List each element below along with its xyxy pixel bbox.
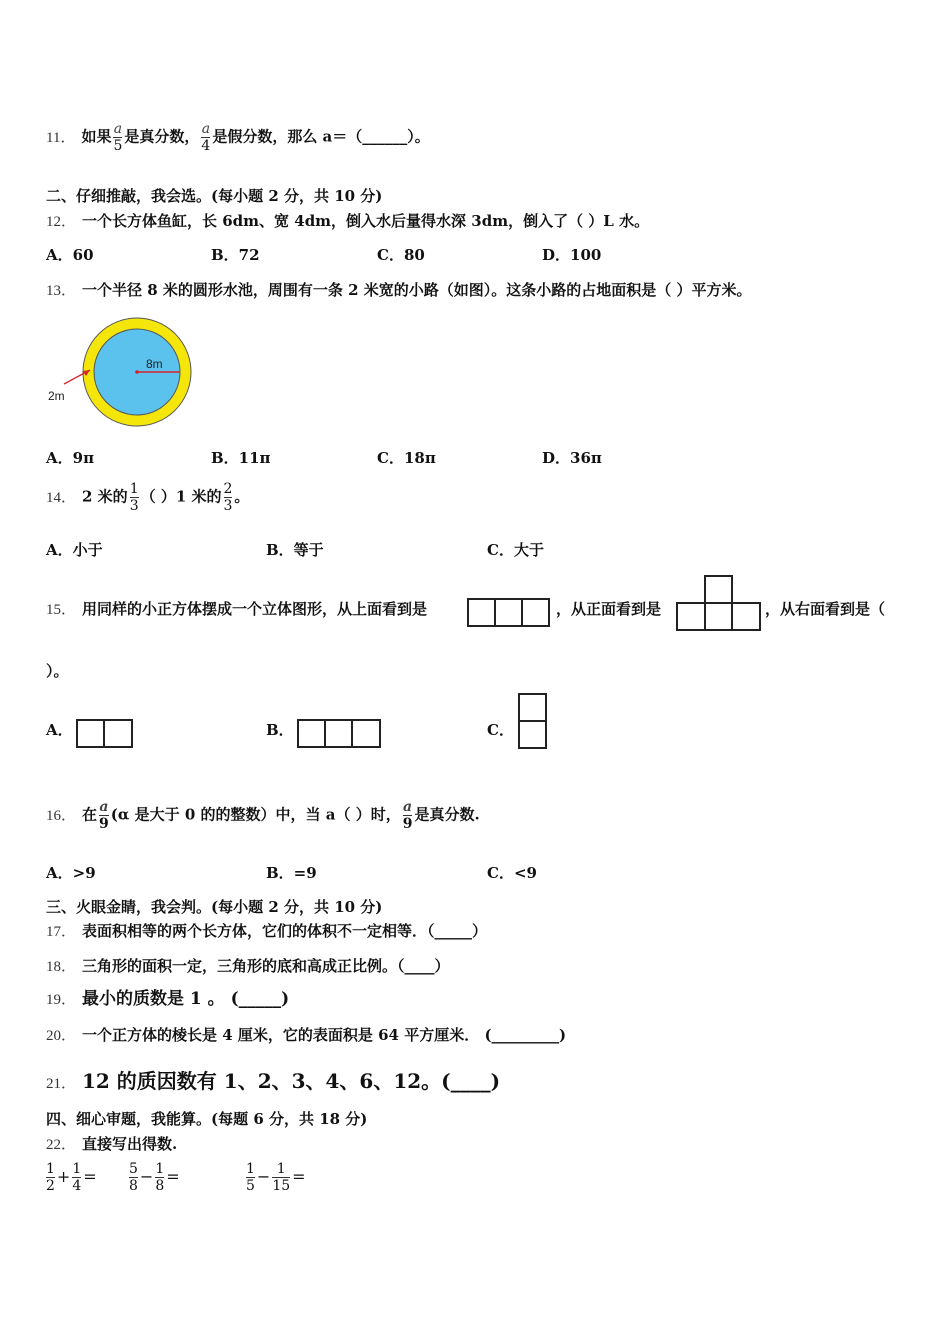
q14-text-1: 2 米的: [82, 487, 128, 506]
top-view-square-3: [521, 598, 550, 627]
q20-text: 一个正方体的棱长是 4 厘米，它的表面积是 64 平方厘米． (_________): [82, 1026, 567, 1044]
option-b-square-2: [324, 719, 353, 748]
q19-text: 最小的质数是 1 。 (_____): [82, 989, 290, 1009]
q22-number: 22．: [46, 1137, 77, 1153]
q16: [46, 800, 480, 831]
q14-option-b: B．等于: [266, 541, 324, 559]
q12-option-c: C．80: [377, 246, 425, 264]
q18-number: 18．: [46, 959, 77, 975]
q16-text-1: 在: [82, 805, 98, 824]
calc-3: [244, 1162, 306, 1193]
center-dot: [135, 370, 139, 374]
q21-text: 12 的质因数有 1、2、3、4、6、12。(____): [82, 1069, 501, 1093]
q15-option-c: C．: [487, 721, 514, 739]
q15-option-b: B．: [266, 721, 294, 739]
q17: [46, 921, 487, 942]
q11: [46, 122, 430, 153]
calc-1-equals: =: [83, 1167, 97, 1186]
q11-number: 11．: [46, 129, 76, 146]
calc-2-equals: =: [166, 1167, 180, 1186]
calc-2: [127, 1162, 180, 1193]
calc-2-fraction-a: $\frac{5}{8}$: [129, 1161, 138, 1194]
front-view-square-3: [731, 602, 761, 631]
q19-number: 19．: [46, 992, 77, 1008]
q13-option-b: B．11π: [211, 449, 271, 467]
q20-number: 20．: [46, 1028, 77, 1044]
q11-text-1: 如果: [81, 127, 112, 146]
calc-2-fraction-b: $\frac{1}{8}$: [155, 1161, 165, 1194]
q14-text-2: （ ）1 米的: [140, 487, 222, 506]
option-a-square-2: [103, 719, 133, 748]
q12-option-d: D．100: [542, 246, 602, 264]
section-2-title: 二、仔细推敲，我会选。(每小题 2 分，共 10 分): [46, 187, 383, 205]
radius-label: 8m: [146, 357, 163, 371]
q21: [46, 1068, 500, 1097]
q13-text: 一个半径 8 米的圆形水池，周围有一条 2 米宽的小路（如图）。这条小路的占地面积是（ ）平方米。: [82, 281, 752, 299]
option-b-square-1: [297, 719, 326, 748]
calc-3-fraction-a: $\frac{1}{5}$: [246, 1161, 255, 1194]
q16-option-c: C．<9: [487, 864, 537, 882]
calc-1: [44, 1162, 97, 1193]
calc-3-operator: −: [256, 1167, 271, 1186]
calc-2-operator: −: [139, 1167, 154, 1186]
q13-option-d: D．36π: [542, 449, 602, 467]
q14-fraction-1: $\frac{1}{3}$: [129, 481, 139, 514]
calc-1-fraction-b: $\frac{1}{4}$: [72, 1161, 82, 1194]
front-view-square-top: [704, 575, 733, 604]
q21-number: 21．: [46, 1076, 77, 1092]
q20: [46, 1025, 566, 1046]
calc-3-equals: =: [292, 1167, 306, 1186]
q18: [46, 956, 450, 977]
q14-number: 14．: [46, 489, 77, 506]
front-view-square-1: [676, 602, 706, 631]
q12-option-a: A．60: [46, 246, 94, 264]
q16-option-a: A．>9: [46, 864, 96, 882]
q11-text-2: 是真分数，: [124, 127, 200, 146]
q15-text-1: 用同样的小正方体摆成一个立体图形，从上面看到是: [82, 600, 428, 618]
q22-text: 直接写出得数.: [82, 1135, 178, 1153]
q13-number: 13．: [46, 283, 77, 299]
top-view-square-1: [467, 598, 496, 627]
q15-number: 15．: [46, 602, 77, 618]
q14-option-a: A．小于: [46, 541, 103, 559]
option-c-square-1: [518, 693, 547, 722]
q16-text-2: (α 是大于 0 的的整数）中，当 a（ ）时，: [110, 805, 401, 824]
q11-fraction-2: $\frac{a}{4}$: [201, 121, 211, 154]
q15-option-a: A．: [46, 721, 73, 739]
q15-text-3: ，从右面看到是（: [765, 600, 886, 618]
q12-number: 12．: [46, 214, 77, 230]
q15-text-1-row: [46, 599, 427, 620]
q15-text-2: ，从正面看到是: [556, 600, 662, 618]
calc-1-fraction-a: $\frac{1}{2}$: [46, 1161, 55, 1194]
q16-option-b: B．=9: [266, 864, 317, 882]
calc-3-fraction-b: $\frac{1}{15}$: [272, 1161, 291, 1194]
pool-diagram: [40, 312, 200, 427]
option-c-square-2: [518, 720, 547, 749]
q17-number: 17．: [46, 924, 77, 940]
option-b-square-3: [351, 719, 381, 748]
q12-text: 一个长方体鱼缸，长 6dm、宽 4dm，倒入水后量得水深 3dm，倒入了（ ）L 水。: [82, 212, 650, 230]
q15-continuation: ）。: [46, 662, 69, 680]
section-3-title: 三、火眼金睛，我会判。(每小题 2 分，共 10 分): [46, 898, 383, 916]
q13: [46, 280, 752, 301]
q17-text: 表面积相等的两个长方体，它们的体积不一定相等．（_____）: [82, 922, 488, 940]
width-label: 2m: [48, 389, 65, 403]
q22: [46, 1134, 177, 1155]
q18-text: 三角形的面积一定，三角形的底和高成正比例。（____）: [82, 957, 450, 975]
q13-option-c: C．18π: [377, 449, 436, 467]
q12: [46, 211, 649, 232]
q14-text-3: 。: [234, 487, 250, 506]
q16-number: 16．: [46, 807, 77, 824]
option-a-square-1: [76, 719, 105, 748]
q13-option-a: A．9π: [46, 449, 95, 467]
q16-fraction-1: $\frac{a}{9}$: [99, 799, 109, 832]
q14-option-c: C．大于: [487, 541, 544, 559]
q14: [46, 482, 249, 513]
front-view-square-2: [704, 602, 733, 631]
q16-text-3: 是真分数.: [414, 805, 480, 824]
q14-fraction-2: $\frac{2}{3}$: [223, 481, 233, 514]
q16-fraction-2: $\frac{a}{9}$: [402, 799, 413, 832]
section-4-title: 四、细心审题，我能算。(每题 6 分，共 18 分): [46, 1110, 368, 1128]
q19: [46, 988, 289, 1011]
calc-1-operator: +: [56, 1167, 71, 1186]
q12-option-b: B．72: [211, 246, 260, 264]
q11-text-3: 是假分数，那么 a＝（______）。: [212, 127, 430, 146]
top-view-square-2: [494, 598, 523, 627]
q11-fraction-1: $\frac{a}{5}$: [113, 121, 123, 154]
